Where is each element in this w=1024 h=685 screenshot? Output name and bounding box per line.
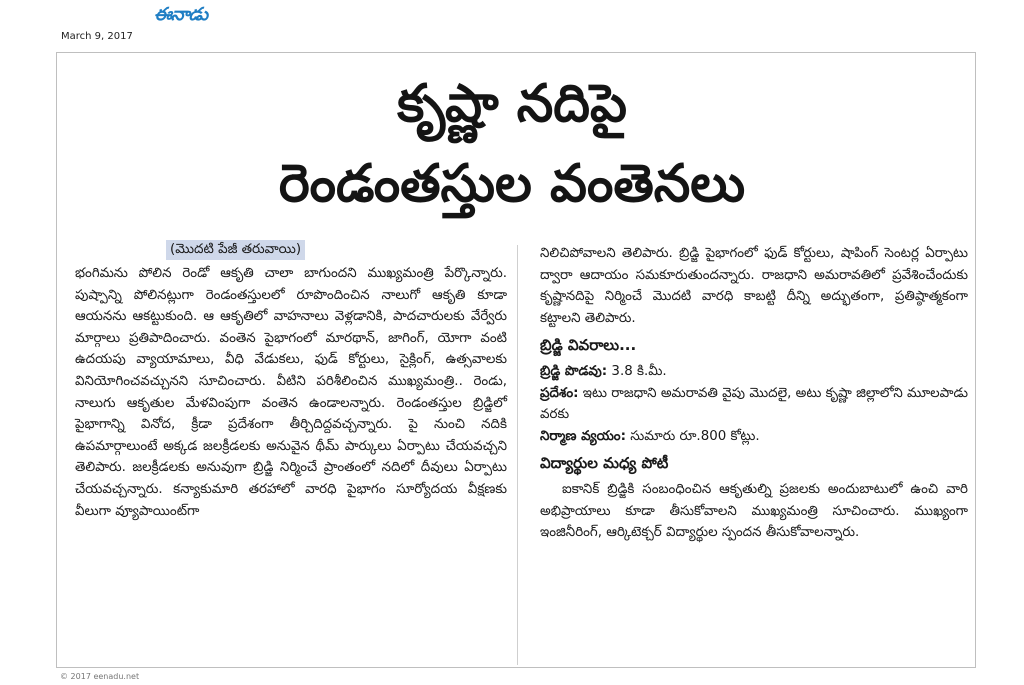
headline-line-1: కృష్ణా నదిపై (397, 74, 627, 134)
contest-body: ఐకానిక్ బ్రిడ్జికి సంబంధించిన ఆకృతుల్ని ప్రజలకు అందుబాటులో ఉంచి వారి అభిప్రాయాలు కూడా తీసుకోవాలని ముఖ్యమంత్రి సూచించారు. ముఖ్యంగా ఇంజినీరింగ్, ఆర్కిటెక్చర్ విద్యార్థుల స్పందన తీసుకోవాలన్నారు. (540, 481, 968, 541)
left-column-text: భంగిమను పోలిన రెండో ఆకృతి చాలా బాగుందని ముఖ్యమంత్రి పేర్కొన్నారు. పుష్పాన్ని పోలినట్లుగా రెండంతస్తులలో రూపొందించిన నాలుగో ఆకృతి కూడా ఆయనను ఆకట్టుకుంది. ఆ ఆకృతిలో వాహనాలు వెళ్లడానికి, పాదచారులకు వేర్వేరు మార్గాలు ప్రతిపాదించారు. వంతెన పైభాగంలో మారథాన్, జాగింగ్, యోగా వంటి ఉదయపు వ్యాయామాలు, వీధి వేడుకలు, ఫుడ్ కోర్టులు, సైక్లింగ్, ఉత్సవాలకు వినియోగించవచ్చునని సూచించారు. వీటిని పరిశీలించిన ముఖ్యమంత్రి.. రెండు, నాలుగు ఆకృతుల మేళవింపుగా వంతెన ఉండాలన్నారు. రెండంతస్తుల బ్రిడ్జిలో పైభాగాన్ని వినోద, క్రీడా ప్రదేశంగా తీర్చిదిద్దవచ్చన్నారు. పై నుంచి నదికి ఉపమార్గాలుంటే అక్కడ జలక్రీడలకు అనువైన థీమ్ పార్కులు ఏర్పాటు చేయవచ్చని తెలిపారు. జలక్రీడలకు అనువుగా బ్రిడ్జి నిర్మించే ప్రాంతంలో నదిలో దీవులు ఏర్పాటు చేయవచ్చన్నారు. కన్యాకుమారి తరహాలో వారధి పైభాగం సూర్యోదయ వీక్షణకు వీలుగా వ్యూపాయింట్‌గా (75, 266, 507, 519)
bridge-length-value: 3.8 కి.మీ. (611, 363, 667, 379)
headline-line-2: రెండంతస్తుల వంతెనలు (278, 154, 746, 214)
details-heading: బ్రిడ్జి వివరాలు... (540, 336, 637, 355)
continued-tag: (మొదటి పేజీ తరువాయి) (166, 240, 305, 260)
bridge-cost-label: నిర్మాణ వ్యయం: (540, 428, 626, 444)
bridge-cost (540, 426, 968, 448)
bridge-region-label: ప్రదేశం: (540, 385, 579, 401)
column-divider (517, 245, 518, 665)
bridge-length-label: బ్రిడ్జి పొడవు: (540, 363, 608, 379)
right-column (540, 243, 968, 544)
bridge-region (540, 383, 968, 426)
bridge-region-value: ఇటు రాజధాని అమరావతి వైపు మొదలై, అటు కృష్ణా జిల్లాలోని మూలపాడు వరకు (540, 385, 968, 423)
right-column-intro: నిలిచిపోవాలని తెలిపారు. బ్రిడ్జి పైభాగంలో ఫుడ్ కోర్టులు, షాపింగ్ సెంటర్ల ఏర్పాటు ద్వారా ఆదాయం సమకూరుతుందన్నారు. రాజధాని అమరావతిలో ప్రవేశించేందుకు కృష్ణానదిపై నిర్మించే మొదటి వారధి కాబట్టి దీన్ని అద్భుతంగా, ప్రతిష్ఠాత్మకంగా కట్టాలని తెలిపారు. (540, 246, 968, 326)
bridge-length (540, 361, 968, 383)
left-column (75, 263, 507, 522)
bridge-cost-value: సుమారు రూ.800 కోట్లు. (630, 428, 760, 444)
newspaper-logo: ఈనాడు (154, 4, 208, 25)
copyright-notice: © 2017 eenadu.net (60, 672, 140, 681)
publication-date: March 9, 2017 (61, 31, 133, 42)
contest-heading: విద్యార్థుల మధ్య పోటీ (540, 454, 669, 473)
